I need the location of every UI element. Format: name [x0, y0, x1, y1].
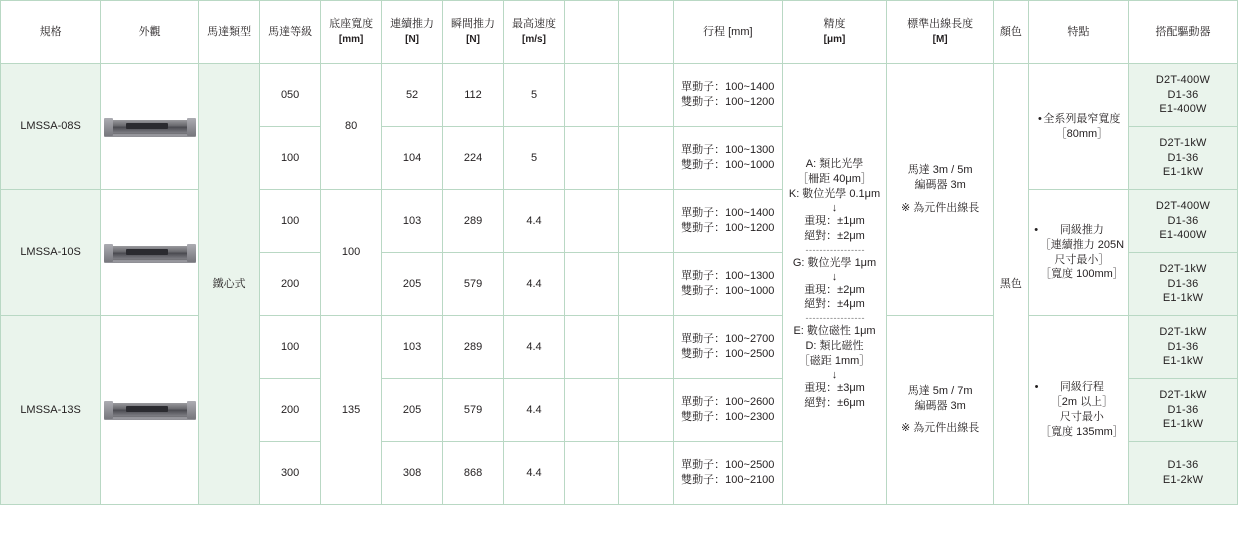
driver-list: D2T-400W D1-36 E1-400W [1129, 64, 1238, 127]
stroke-range: 單動子：100~2600 雙動子：100~2300 [673, 379, 782, 442]
header-blank-2 [619, 1, 673, 64]
continuous-force: 205 [382, 379, 443, 442]
accuracy-group-1: A: 類比光學 ［柵距 40μm］ K: 數位光學 0.1μm ↓ 重現：±1μm 絕對：±2μm [788, 158, 881, 242]
feature-item-3: • 同級行程 ［2m 以上］ 尺寸最小 ［寬度 135mm］ [1028, 316, 1128, 505]
table-row [1, 316, 1238, 379]
accuracy-separator-2: - - - - - - - - - - - - - - - - - [805, 313, 864, 324]
color-value: 黑色 [993, 64, 1028, 505]
motor-grade: 100 [260, 127, 321, 190]
stroke-range: 單動子：100~1300 雙動子：100~1000 [673, 253, 782, 316]
motor-grade: 100 [260, 190, 321, 253]
accuracy-group-2: G: 數位光學 1μm ↓ 重現：±2μm 絕對：±4μm [792, 256, 877, 311]
table-row [1, 190, 1238, 253]
feature-item-1: • 全系列最窄寬度 ［80mm］ [1028, 64, 1128, 190]
header-appearance: 外觀 [101, 1, 199, 64]
continuous-force: 52 [382, 64, 443, 127]
feature-item-2: • 同級推力 ［連續推力 205N 尺寸最小］ ［寬度 100mm］ [1028, 190, 1128, 316]
header-spec: 規格 [1, 1, 101, 64]
motor-grade: 300 [260, 442, 321, 505]
header-stroke: 行程 [mm] [673, 1, 782, 64]
header-blank-1 [564, 1, 618, 64]
blank-col-2 [619, 253, 673, 316]
stroke-range: 單動子：100~2500 雙動子：100~2100 [673, 442, 782, 505]
max-speed: 5 [504, 64, 565, 127]
blank-col-1 [564, 253, 618, 316]
linear-actuator-icon [104, 238, 196, 268]
continuous-force: 103 [382, 316, 443, 379]
driver-list: D2T-400W D1-36 E1-400W [1129, 190, 1238, 253]
blank-col-1 [564, 442, 618, 505]
header-motor-type: 馬達類型 [199, 1, 260, 64]
header-motor-grade: 馬達等級 [260, 1, 321, 64]
appearance-image-10s [101, 190, 199, 316]
blank-col-1 [564, 316, 618, 379]
blank-col-2 [619, 316, 673, 379]
accuracy-group-3: E: 數位磁性 1μm D: 類比磁性 ［磁距 1mm］ ↓ 重現：±3μm 絕對：±6μm [793, 325, 876, 409]
max-speed: 5 [504, 127, 565, 190]
table-row [1, 64, 1238, 127]
blank-col-1 [564, 190, 618, 253]
stroke-range: 單動子：100~1300 雙動子：100~1000 [673, 127, 782, 190]
appearance-image-13s [101, 316, 199, 505]
blank-col-1 [564, 379, 618, 442]
header-peak-force: 瞬間推力 [N] [443, 1, 504, 64]
bullet-icon: • [1034, 223, 1039, 236]
continuous-force: 104 [382, 127, 443, 190]
blank-col-2 [619, 64, 673, 127]
continuous-force: 308 [382, 442, 443, 505]
table-body [1, 64, 1238, 505]
base-width-10s: 100 [321, 190, 382, 316]
driver-list: D2T-1kW D1-36 E1-1kW [1129, 316, 1238, 379]
peak-force: 112 [443, 64, 504, 127]
peak-force: 868 [443, 442, 504, 505]
linear-actuator-icon [104, 112, 196, 142]
blank-col-2 [619, 127, 673, 190]
max-speed: 4.4 [504, 379, 565, 442]
header-base-width: 底座寬度 [mm] [321, 1, 382, 64]
driver-list: D2T-1kW D1-36 E1-1kW [1129, 253, 1238, 316]
model-name-10s: LMSSA-10S [1, 190, 101, 316]
max-speed: 4.4 [504, 190, 565, 253]
header-accuracy: 精度 [μm] [782, 1, 887, 64]
continuous-force: 205 [382, 253, 443, 316]
max-speed: 4.4 [504, 316, 565, 379]
stroke-range: 單動子：100~2700 雙動子：100~2500 [673, 316, 782, 379]
blank-col-2 [619, 442, 673, 505]
motor-grade: 200 [260, 253, 321, 316]
model-name-08s: LMSSA-08S [1, 64, 101, 190]
stroke-range: 單動子：100~1400 雙動子：100~1200 [673, 64, 782, 127]
blank-col-1 [564, 64, 618, 127]
bullet-icon: • [1037, 112, 1042, 125]
continuous-force: 103 [382, 190, 443, 253]
header-color: 顏色 [993, 1, 1028, 64]
header-cable-length: 標準出線長度 [M] [887, 1, 994, 64]
peak-force: 289 [443, 316, 504, 379]
peak-force: 579 [443, 379, 504, 442]
motor-grade: 050 [260, 64, 321, 127]
peak-force: 579 [443, 253, 504, 316]
driver-list: D2T-1kW D1-36 E1-1kW [1129, 379, 1238, 442]
motor-type-value: 鐵心式 [199, 64, 260, 505]
blank-col-1 [564, 127, 618, 190]
motor-grade: 200 [260, 379, 321, 442]
base-width-08s: 80 [321, 64, 382, 190]
table-header [1, 1, 1238, 64]
blank-col-2 [619, 190, 673, 253]
bullet-icon: • [1034, 381, 1039, 394]
motor-grade: 100 [260, 316, 321, 379]
driver-list: D2T-1kW D1-36 E1-1kW [1129, 127, 1238, 190]
table-header-row [1, 1, 1238, 64]
appearance-image-08s [101, 64, 199, 190]
header-feature: 特點 [1028, 1, 1128, 64]
stroke-range: 單動子：100~1400 雙動子：100~1200 [673, 190, 782, 253]
peak-force: 224 [443, 127, 504, 190]
linear-actuator-icon [104, 395, 196, 425]
blank-col-2 [619, 379, 673, 442]
peak-force: 289 [443, 190, 504, 253]
base-width-13s: 135 [321, 316, 382, 505]
driver-list: D1-36 E1-2kW [1129, 442, 1238, 505]
header-driver: 搭配驅動器 [1129, 1, 1238, 64]
cable-length-group-1: 馬達 3m / 5m 編碼器 3m ※ 為元件出線長 [887, 64, 994, 316]
header-max-speed: 最高速度 [m/s] [504, 1, 565, 64]
model-name-13s: LMSSA-13S [1, 316, 101, 505]
cable-length-group-2: 馬達 5m / 7m 編碼器 3m ※ 為元件出線長 [887, 316, 994, 505]
accuracy-separator-1: - - - - - - - - - - - - - - - - - [805, 244, 864, 255]
header-continuous-force: 連續推力 [N] [382, 1, 443, 64]
max-speed: 4.4 [504, 442, 565, 505]
max-speed: 4.4 [504, 253, 565, 316]
accuracy-cell [782, 64, 887, 505]
